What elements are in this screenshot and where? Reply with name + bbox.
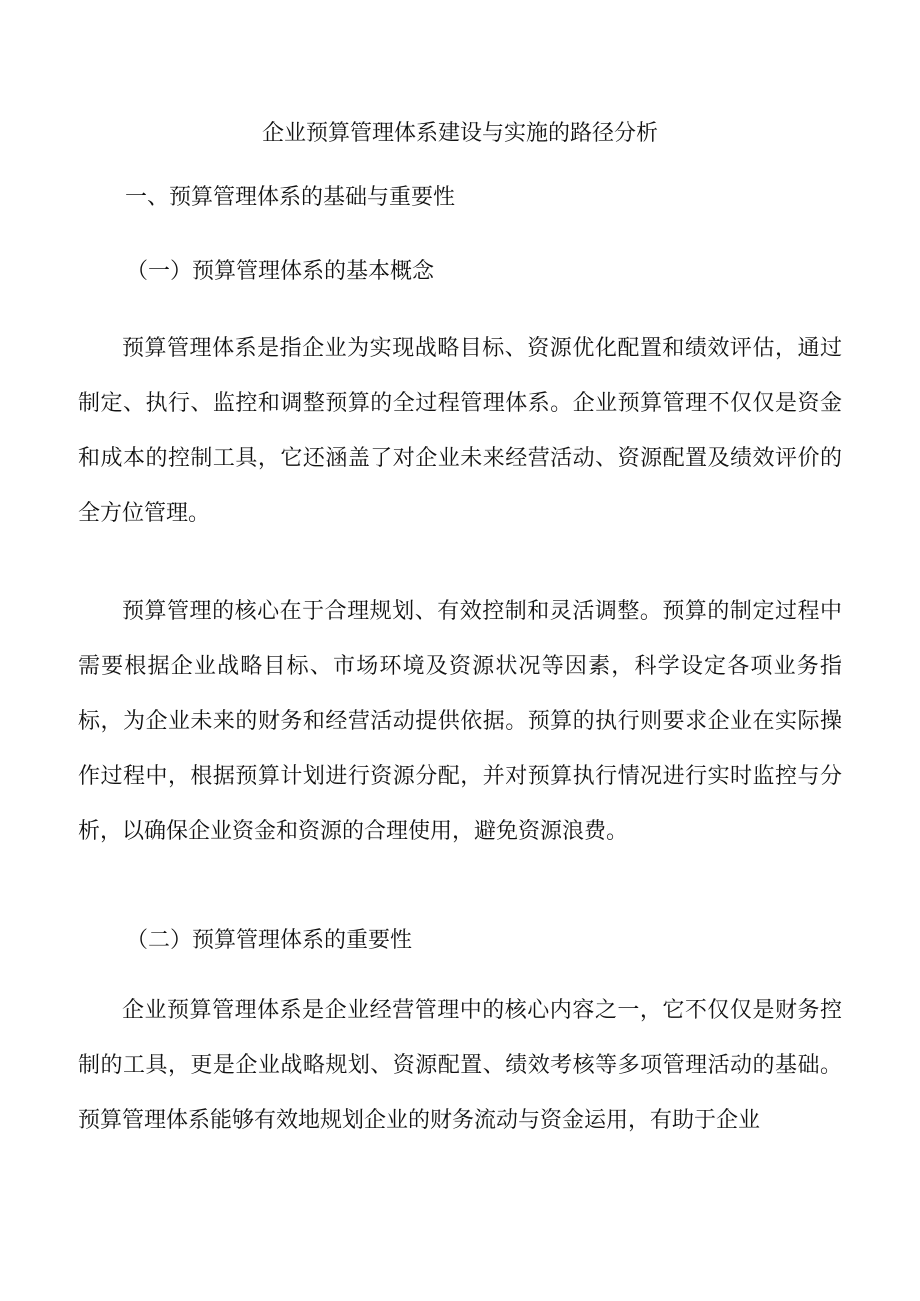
subsection-heading-2: （二）预算管理体系的重要性	[126, 928, 413, 953]
paragraph-importance: 企业预算管理体系是企业经营管理中的核心内容之一，它不仅仅是财务控制的工具，更是企业战略规划、资源配置、绩效考核等多项管理活动的基础。预算管理体系能够有效地规划企业的财务流动与资金运用，有助于企业	[78, 998, 842, 1133]
paragraph-basic-concept: 预算管理体系是指企业为实现战略目标、资源优化配置和绩效评估，通过制定、执行、监控和调整预算的全过程管理体系。企业预算管理不仅仅是资金和成本的控制工具，它还涵盖了对企业未来经营活动、资源配置及绩效评价的全方位管理。	[78, 336, 842, 526]
section-heading-1: 一、预算管理体系的基础与重要性	[125, 185, 456, 210]
document-title: 企业预算管理体系建设与实施的路径分析	[261, 121, 658, 146]
paragraph-core-of-budget: 预算管理的核心在于合理规划、有效控制和灵活调整。预算的制定过程中需要根据企业战略目标、市场环境及资源状况等因素，科学设定各项业务指标，为企业未来的财务和经营活动提供依据。预算的执行则要求企业在实际操作过程中，根据预算计划进行资源分配，并对预算执行情况进行实时监控与分析，以确保企业资金和资源的合理使用，避免资源浪费。	[78, 599, 842, 844]
subsection-heading-1: （一）预算管理体系的基本概念	[126, 259, 435, 284]
